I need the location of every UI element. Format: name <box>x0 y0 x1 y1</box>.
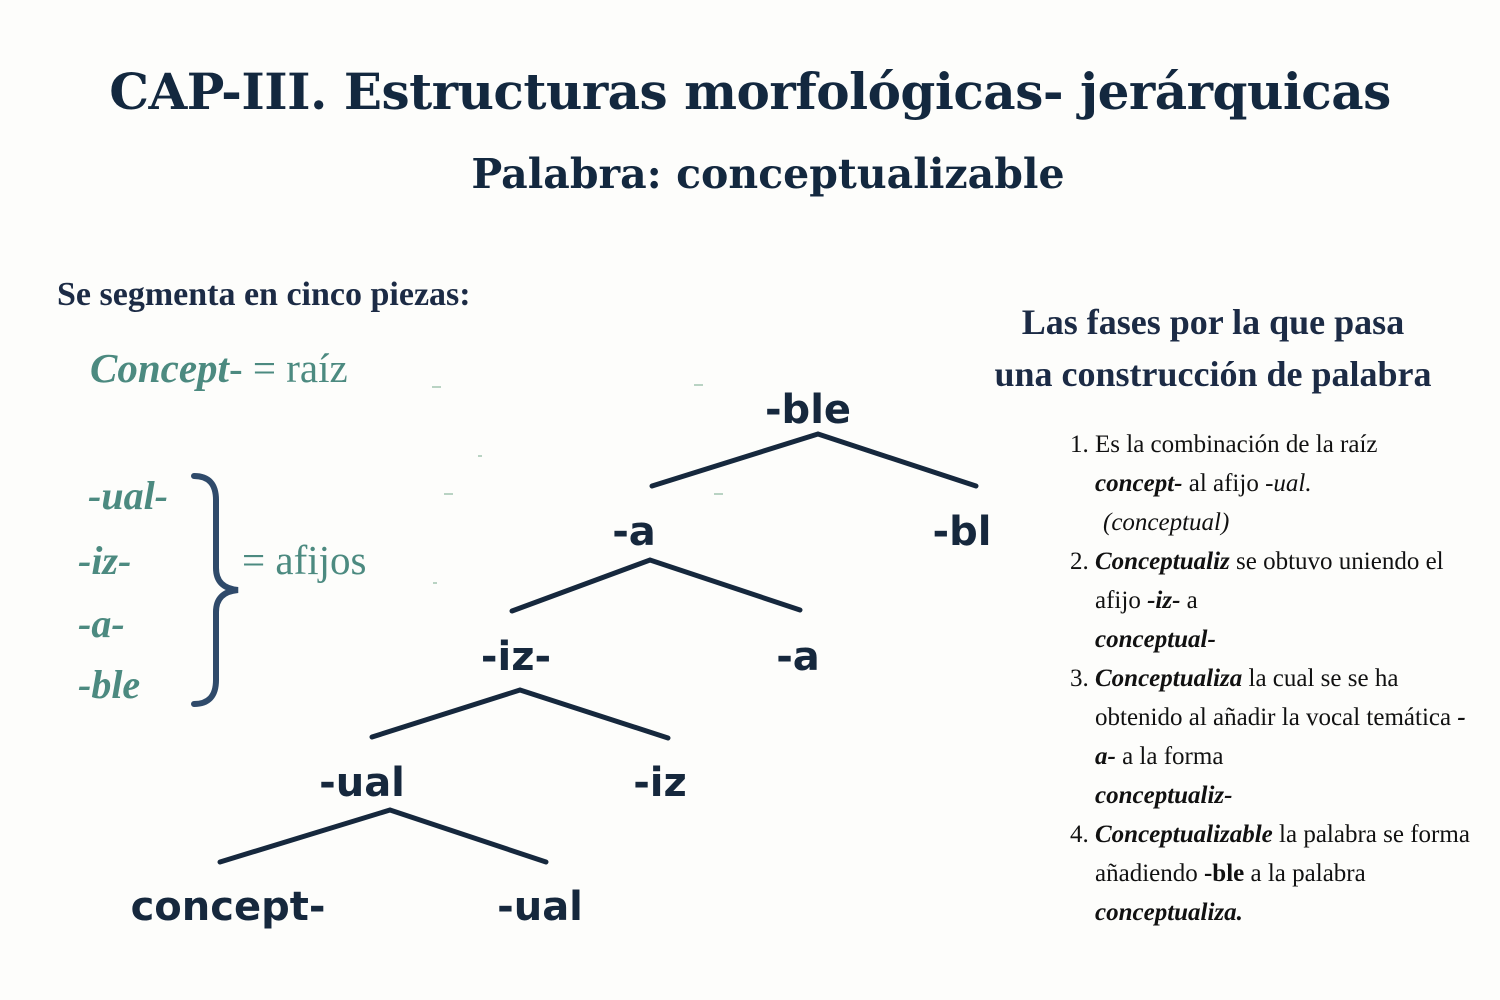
root-label: - = raíz <box>228 345 348 391</box>
step-term: conceptual- <box>1095 626 1216 653</box>
step-text: a la forma <box>1115 743 1224 770</box>
tree-branch-ual <box>220 810 546 862</box>
slide-subtitle: Palabra: conceptualizable <box>471 150 1065 198</box>
tree-branch-a <box>512 560 800 611</box>
step-term: -iz- <box>1147 587 1181 614</box>
step-term: -ual. <box>1265 470 1312 497</box>
step-term: (conceptual) <box>1103 509 1230 536</box>
affix-a: -a- <box>78 601 125 646</box>
list-item <box>1070 542 1470 659</box>
step-text: la palabra se forma añadiendo <box>1095 821 1470 887</box>
node-bl: -bl <box>932 509 992 555</box>
list-item <box>1070 425 1470 542</box>
step-text: a <box>1180 587 1198 614</box>
list-item <box>1070 659 1470 815</box>
step-term: Conceptualizable <box>1095 821 1273 848</box>
step-term: Conceptualiza <box>1095 665 1243 692</box>
segmentation-intro: Se segmenta en cinco piezas: <box>57 276 471 313</box>
step-number: 2. <box>1070 548 1089 575</box>
step-text: se obtuvo uniendo el afijo <box>1095 548 1444 614</box>
phases-heading-line1: Las fases por la que pasa <box>1021 302 1405 342</box>
step-term: conceptualiz- <box>1095 782 1233 809</box>
step-term: Conceptualiz <box>1095 548 1230 575</box>
affix-iz: -iz- <box>78 538 132 583</box>
slide-title: CAP-III. Estructuras morfológicas- jerárquicas <box>109 62 1391 121</box>
affix-ble: -ble <box>78 662 141 707</box>
step-text: la cual se se ha obtenido al añadir la vocal temática <box>1095 665 1458 731</box>
node-a: -a <box>612 509 656 555</box>
node-iz-right: -iz <box>633 760 687 806</box>
step-term: -ble <box>1203 860 1245 887</box>
step-term: conceptualiza. <box>1095 899 1243 926</box>
list-item <box>1070 815 1470 932</box>
step-number: 4. <box>1070 821 1089 848</box>
step-text: Es la combinación de la raíz <box>1095 431 1378 458</box>
node-ual-right: -ual <box>497 884 583 930</box>
step-term: -a- <box>1095 704 1466 770</box>
tree-branch-ble <box>652 434 976 486</box>
node-ual: -ual <box>319 760 405 806</box>
phases-list <box>1070 425 1470 932</box>
affixes-label: = afijos <box>242 537 367 583</box>
step-term: concept- <box>1095 470 1183 497</box>
root-term: Concept <box>90 345 229 391</box>
affix-ual: -ual- <box>88 473 168 518</box>
node-a-right: -a <box>776 634 820 680</box>
step-text: al afijo <box>1182 470 1266 497</box>
step-number: 1. <box>1070 431 1089 458</box>
node-ble: -ble <box>764 387 852 433</box>
node-iz: -iz- <box>480 634 552 680</box>
node-concept: concept- <box>130 884 326 930</box>
phases-heading <box>958 296 1468 400</box>
phases-heading-line2: una construcción de palabra <box>994 354 1432 394</box>
tree-branch-iz <box>372 690 668 738</box>
step-text: a la palabra <box>1244 860 1366 887</box>
step-number: 3. <box>1070 665 1089 692</box>
